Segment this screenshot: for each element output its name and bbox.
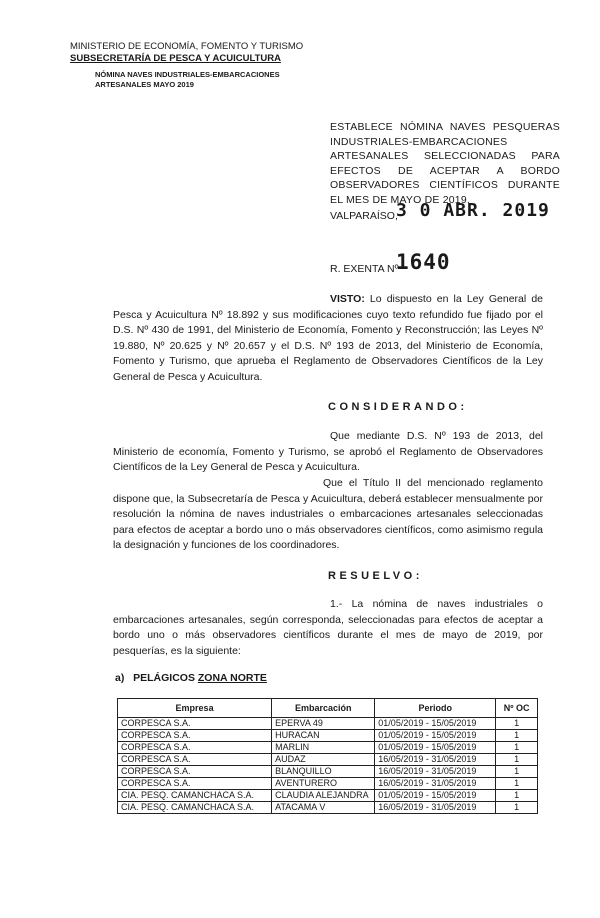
cell-embarcacion: AVENTURERO: [272, 778, 375, 790]
subsecretaria-name: SUBSECRETARÍA DE PESCA Y ACUICULTURA: [70, 53, 281, 64]
section-a-title-part2: ZONA NORTE: [197, 672, 267, 684]
table-row: [118, 730, 538, 742]
cell-num-oc: 1: [496, 778, 538, 790]
considerando-heading: CONSIDERANDO:: [328, 401, 468, 413]
cell-num-oc: 1: [496, 766, 538, 778]
cell-periodo: 01/05/2019 - 15/05/2019: [375, 742, 496, 754]
section-a-letter: a): [115, 672, 125, 684]
cell-num-oc: 1: [496, 742, 538, 754]
cell-periodo: 01/05/2019 - 15/05/2019: [375, 718, 496, 730]
cell-num-oc: 1: [496, 730, 538, 742]
visto-paragraph: [113, 292, 543, 385]
table-row: [118, 802, 538, 814]
cell-embarcacion: EPERVA 49: [272, 718, 375, 730]
cell-embarcacion: CLAUDIA ALEJANDRA: [272, 790, 375, 802]
resolution-label: R. EXENTA Nº: [330, 263, 399, 275]
table-header-row: [118, 699, 538, 718]
cell-periodo: 01/05/2019 - 15/05/2019: [375, 790, 496, 802]
header-num-oc: Nº OC: [496, 699, 538, 718]
ministry-name: MINISTERIO DE ECONOMÍA, FOMENTO Y TURISMO: [70, 41, 304, 52]
cell-embarcacion: HURACAN: [272, 730, 375, 742]
header-periodo: Periodo: [375, 699, 496, 718]
cell-num-oc: 1: [496, 802, 538, 814]
cell-empresa: CIA. PESQ. CAMANCHACA S.A.: [118, 790, 272, 802]
resolution-reference: ESTABLECE NÓMINA NAVES PESQUERAS INDUSTRIALES-EMBARCACIONES ARTESANALES SELECCIONADAS PARA EFECTOS DE ACEPTAR A BORDO OBSERVADORES CIENTÍFICOS DURANTE EL MES DE MAYO DE 2019.: [330, 121, 560, 206]
date-stamp: 3 0 ABR. 2019: [396, 200, 550, 221]
section-a-title-part1: PELÁGICOS: [133, 672, 195, 684]
cell-embarcacion: MARLIN: [272, 742, 375, 754]
considerando-paragraph-2: Que el Título II del mencionado reglamento dispone que, la Subsecretaría de Pesca y Acuicultura, deberá establecer mensualmente por resolución la nómina de naves industriales o embarcaciones artesanales seleccionadas para efectos de aceptar a bordo uno o más observadores científicos, como asimismo regula la designación y funciones de los coordinadores.: [113, 477, 543, 551]
table-row: [118, 778, 538, 790]
cell-embarcacion: ATACAMA V: [272, 802, 375, 814]
cell-empresa: CORPESCA S.A.: [118, 742, 272, 754]
resuelvo-heading: RESUELVO:: [328, 570, 423, 582]
cell-empresa: CORPESCA S.A.: [118, 766, 272, 778]
cell-num-oc: 1: [496, 718, 538, 730]
table-row: [118, 766, 538, 778]
table-row: [118, 790, 538, 802]
header-embarcacion: Embarcación: [272, 699, 375, 718]
header-empresa: Empresa: [118, 699, 272, 718]
cell-empresa: CORPESCA S.A.: [118, 718, 272, 730]
cell-num-oc: 1: [496, 754, 538, 766]
nomina-line-2: ARTESANALES MAYO 2019: [95, 80, 194, 89]
cell-periodo: 16/05/2019 - 31/05/2019: [375, 778, 496, 790]
cell-empresa: CORPESCA S.A.: [118, 778, 272, 790]
table-row: [118, 742, 538, 754]
considerando-paragraph-1: Que mediante D.S. Nº 193 de 2013, del Ministerio de economía, Fomento y Turismo, se aprobó el Reglamento de Observadores Científicos de la Ley General de Pesca y Acuicultura.: [113, 430, 543, 473]
cell-empresa: CIA. PESQ. CAMANCHACA S.A.: [118, 802, 272, 814]
cell-periodo: 16/05/2019 - 31/05/2019: [375, 766, 496, 778]
vessel-table: [117, 698, 538, 814]
cell-empresa: CORPESCA S.A.: [118, 730, 272, 742]
cell-periodo: 16/05/2019 - 31/05/2019: [375, 802, 496, 814]
cell-embarcacion: AUDAZ: [272, 754, 375, 766]
visto-text: Lo dispuesto en la Ley General de Pesca y Acuicultura Nº 18.892 y sus modificaciones cuyo texto refundido fue fijado por el D.S. Nº 430 de 1991, del Ministerio de Economía, Fomento y Reconstrucción; las Leyes Nº 19.880, Nº 20.625 y Nº 20.657 y el D.S. Nº 193 de 2013, del Ministerio de Economía, Fomento y Turismo, que aprueba el Reglamento de Observadores Científicos de la Ley General de Pesca y Acuicultura.: [113, 293, 543, 383]
cell-num-oc: 1: [496, 790, 538, 802]
visto-label: VISTO:: [330, 293, 365, 305]
resolution-number: 1640: [396, 250, 451, 274]
table-row: [118, 718, 538, 730]
cell-periodo: 01/05/2019 - 15/05/2019: [375, 730, 496, 742]
nomina-line-1: NÓMINA NAVES INDUSTRIALES-EMBARCACIONES: [95, 70, 280, 79]
cell-periodo: 16/05/2019 - 31/05/2019: [375, 754, 496, 766]
resuelvo-paragraph-1: 1.- La nómina de naves industriales o embarcaciones artesanales, según corresponda, seleccionadas para efectos de aceptar a bordo uno o más observadores científicos durante el mes de mayo de 2019, por pesquerías, es la siguiente:: [113, 598, 543, 657]
cell-empresa: CORPESCA S.A.: [118, 754, 272, 766]
section-a-title: [115, 672, 267, 684]
table-row: [118, 754, 538, 766]
place-label: VALPARAÍSO,: [330, 210, 398, 222]
cell-embarcacion: BLANQUILLO: [272, 766, 375, 778]
